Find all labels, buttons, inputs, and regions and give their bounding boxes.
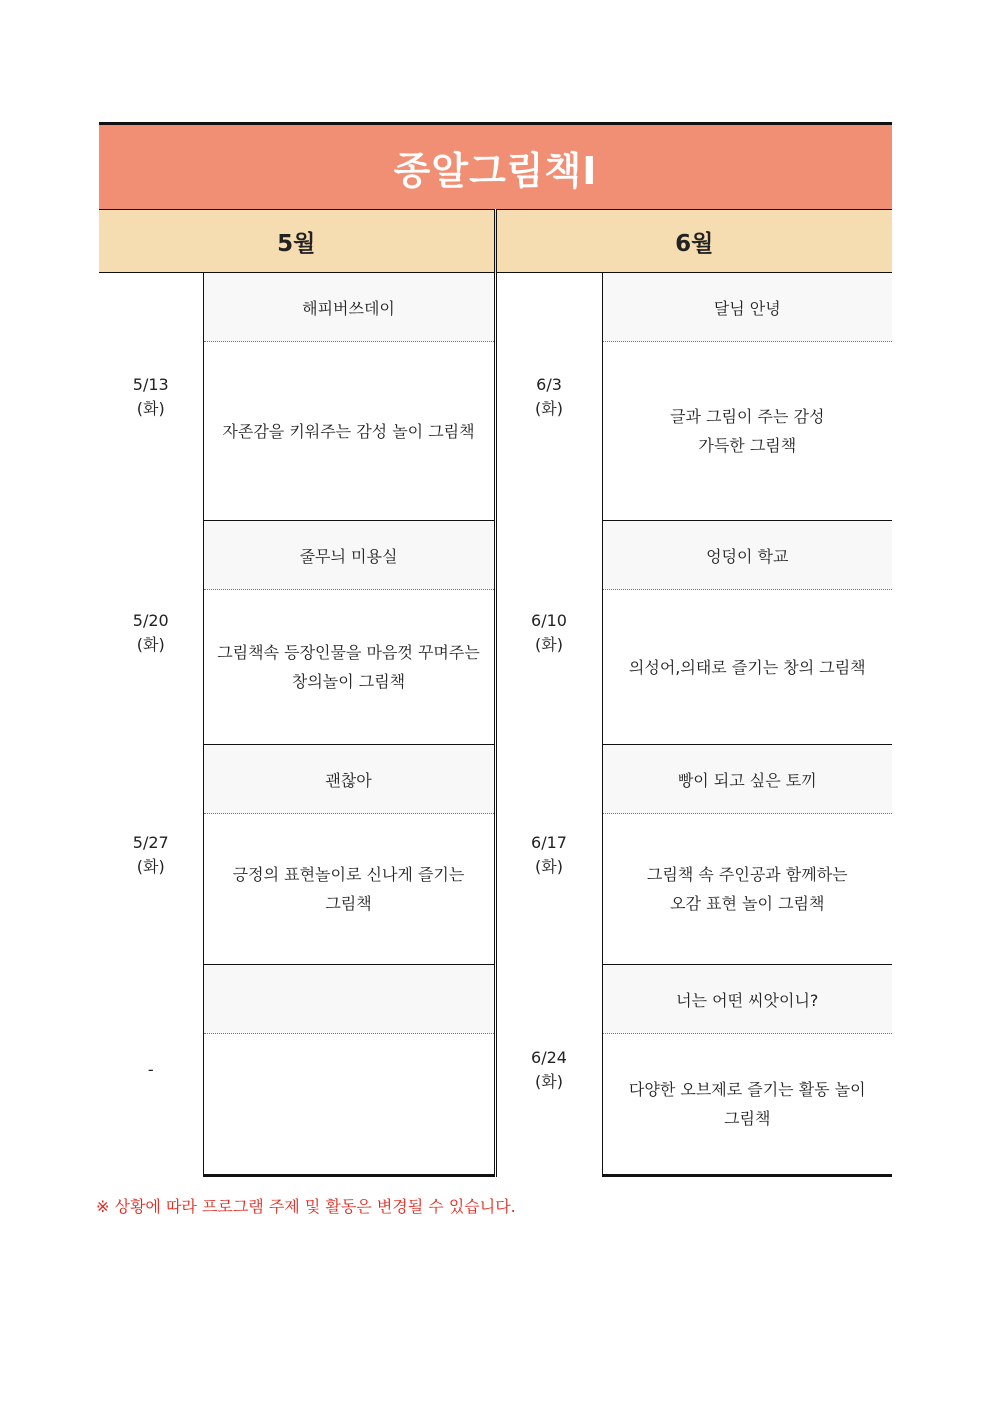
program-title: 해피버쓰데이 [203,273,495,342]
month-header-june: 6월 [495,210,892,273]
program-title: 빵이 되고 싶은 토끼 [602,745,892,814]
page-title: 종알그림책Ⅰ [99,122,892,209]
program-description: 의성어,의태로 즐기는 창의 그림책 [602,590,892,745]
day-text: (화) [535,634,563,654]
program-title: 달님 안녕 [602,273,892,342]
day-text: (화) [136,398,165,418]
date-cell [99,965,203,1176]
program-title: 엉덩이 학교 [602,521,892,590]
month-header-may: 5월 [99,210,495,273]
date-text: 5/20 [132,610,169,630]
schedule-sheet [99,122,892,1177]
date-text: 5/27 [132,832,169,852]
day-text: (화) [136,856,165,876]
program-description: 그림책속 등장인물을 마음껏 꾸며주는 창의놀이 그림책 [203,590,495,745]
schedule-table [99,209,892,1177]
date-text: 5/13 [132,374,169,394]
date-cell [495,965,602,1176]
date-cell [99,521,203,745]
program-title: 줄무늬 미용실 [203,521,495,590]
date-text: 6/24 [531,1048,567,1067]
program-title: 너는 어떤 씨앗이니? [602,965,892,1034]
program-description: 긍정의 표현놀이로 신나게 즐기는 그림책 [203,814,495,965]
day-text: (화) [136,634,165,654]
program-description: 그림책 속 주인공과 함께하는 오감 표현 놀이 그림책 [602,814,892,965]
program-description: 자존감을 키워주는 감성 놀이 그림책 [203,342,495,521]
program-title: 괜찮아 [203,745,495,814]
program-description: 글과 그림이 주는 감성 가득한 그림책 [602,342,892,521]
day-text: (화) [535,1072,563,1091]
notice-text: ※ 상황에 따라 프로그램 주제 및 활동은 변경될 수 있습니다. [96,1197,516,1216]
program-description [203,1034,495,1176]
date-cell [495,521,602,745]
date-cell [495,745,602,965]
date-cell [99,745,203,965]
date-cell [495,273,602,521]
program-description: 다양한 오브제로 즐기는 활동 놀이 그림책 [602,1034,892,1176]
date-text: 6/10 [531,610,567,630]
date-text: 6/17 [531,832,567,852]
date-text: 6/3 [536,374,562,394]
day-text: (화) [535,856,563,876]
date-text: - [147,1060,154,1079]
program-title [203,965,495,1034]
date-cell [99,273,203,521]
day-text: (화) [535,398,563,418]
